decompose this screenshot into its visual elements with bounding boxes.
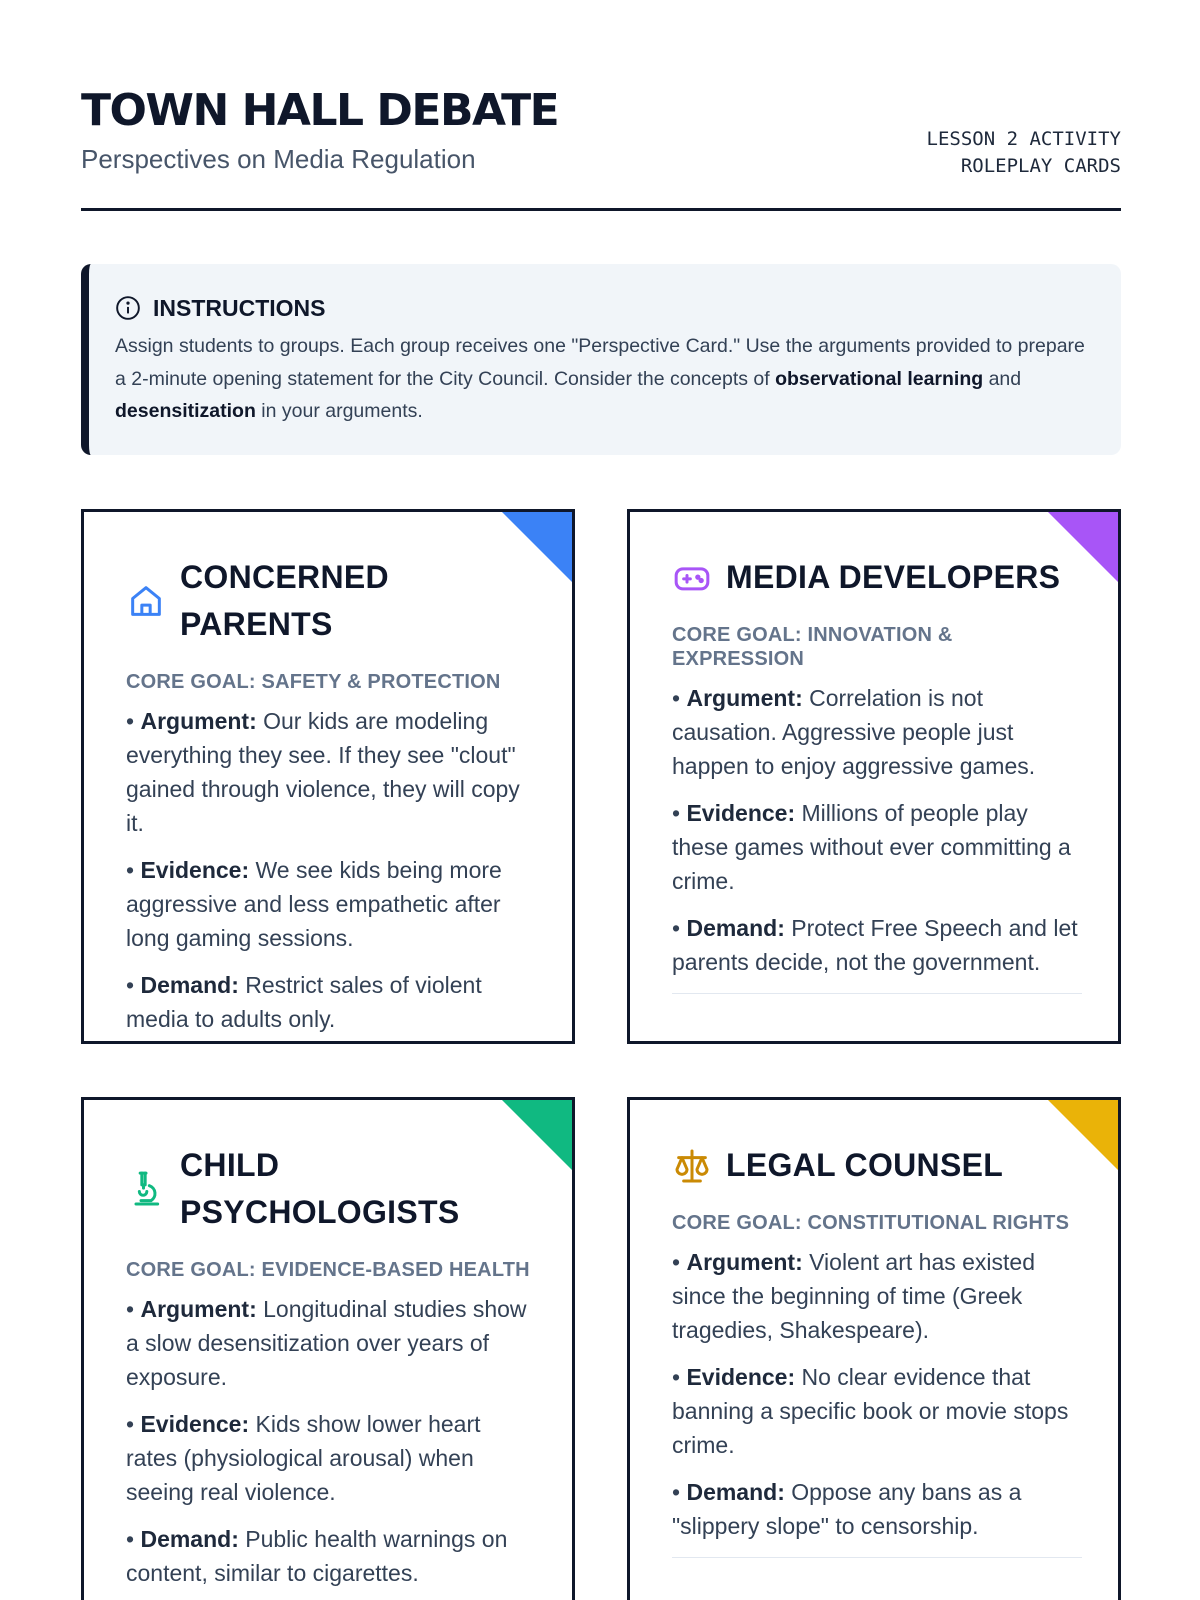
point-text: Public health warnings on content, similar to cigarettes. bbox=[126, 1526, 508, 1586]
term-observational-learning: observational learning bbox=[775, 367, 984, 390]
point-label: Argument: bbox=[686, 685, 803, 711]
point-text: No clear evidence that banning a specific book or movie stops crime. bbox=[672, 1364, 1069, 1458]
card-point-argument: • Argument: Longitudinal studies show a slow desensitization over years of exposure. bbox=[126, 1296, 527, 1390]
point-label: Evidence: bbox=[140, 857, 250, 883]
card-point-evidence: • Evidence: Millions of people play these games without ever committing a crime. bbox=[672, 800, 1071, 894]
point-label: Argument: bbox=[140, 708, 257, 734]
point-label: Demand: bbox=[686, 1479, 785, 1505]
info-circle-icon bbox=[115, 295, 141, 321]
gamepad-icon bbox=[672, 558, 712, 598]
card-point-demand: • Demand: Protect Free Speech and let parents decide, not the government. bbox=[672, 915, 1078, 975]
point-text: Longitudinal studies show a slow desensitization over years of exposure. bbox=[126, 1296, 527, 1390]
point-text: Violent art has existed since the beginning of time (Greek tragedies, Shakespeare). bbox=[672, 1249, 1036, 1343]
card-point-demand: • Demand: Restrict sales of violent media to adults only. bbox=[126, 972, 482, 1032]
point-text: Millions of people play these games without ever committing a crime. bbox=[672, 800, 1071, 894]
card-title: LEGAL COUNSEL bbox=[726, 1147, 1004, 1183]
point-text: We see kids being more aggressive and less empathetic after long gaming sessions. bbox=[126, 857, 502, 951]
card-point-evidence: • Evidence: We see kids being more aggressive and less empathetic after long gaming sessions. bbox=[126, 857, 502, 951]
card-concerned-parents bbox=[81, 509, 575, 1044]
point-text: Our kids are modeling everything they see. If they see "clout" gained through violence, they will copy it. bbox=[126, 708, 520, 836]
card-child-psychologists bbox=[81, 1097, 575, 1600]
point-label: Demand: bbox=[140, 1526, 239, 1552]
card-media-developers bbox=[627, 509, 1121, 1044]
page-header bbox=[81, 84, 1121, 211]
card-point-argument: • Argument: Correlation is not causation. Aggressive people just happen to enjoy aggressive games. bbox=[672, 685, 1036, 779]
card-point-evidence: • Evidence: No clear evidence that banning a specific book or movie stops crime. bbox=[672, 1364, 1069, 1458]
card-type-label: ROLEPLAY CARDS bbox=[960, 155, 1121, 177]
instructions-text bbox=[115, 330, 1087, 428]
page-subtitle: Perspectives on Media Regulation bbox=[81, 144, 476, 174]
card-point-argument: • Argument: Violent art has existed since the beginning of time (Greek tragedies, Shakespeare). bbox=[672, 1249, 1036, 1343]
card-point-evidence: • Evidence: Kids show lower heart rates (physiological arousal) when seeing real violence. bbox=[126, 1411, 481, 1505]
lesson-label: LESSON 2 ACTIVITY bbox=[926, 128, 1121, 150]
lesson-meta bbox=[927, 126, 1121, 180]
card-divider bbox=[672, 1557, 1082, 1558]
point-label: Argument: bbox=[140, 1296, 257, 1322]
card-divider bbox=[672, 993, 1082, 994]
point-label: Argument: bbox=[686, 1249, 803, 1275]
card-title: MEDIA DEVELOPERS bbox=[726, 559, 1061, 595]
card-point-argument: • Argument: Our kids are modeling everything they see. If they see "clout" gained through violence, they will copy it. bbox=[126, 708, 520, 836]
microscope-icon bbox=[126, 1169, 166, 1209]
instructions-text-part: and bbox=[983, 367, 1022, 390]
house-icon bbox=[126, 581, 166, 621]
card-goal: CORE GOAL: EVIDENCE-BASED HEALTH bbox=[126, 1259, 530, 1281]
instructions-header bbox=[115, 292, 1087, 324]
card-title: CONCERNED PARENTS bbox=[180, 559, 389, 642]
point-label: Demand: bbox=[140, 972, 239, 998]
card-goal: CORE GOAL: SAFETY & PROTECTION bbox=[126, 671, 501, 693]
point-text: Protect Free Speech and let parents decide, not the government. bbox=[672, 915, 1078, 975]
point-label: Evidence: bbox=[140, 1411, 250, 1437]
term-desensitization: desensitization bbox=[115, 400, 256, 422]
card-goal: CORE GOAL: CONSTITUTIONAL RIGHTS bbox=[672, 1212, 1070, 1234]
point-label: Evidence: bbox=[686, 800, 796, 826]
point-text: Kids show lower heart rates (physiological arousal) when seeing real violence. bbox=[126, 1411, 481, 1505]
point-text: Correlation is not causation. Aggressive people just happen to enjoy aggressive games. bbox=[672, 685, 1036, 779]
instructions-panel bbox=[81, 264, 1121, 455]
page-title: TOWN HALL DEBATE bbox=[81, 85, 559, 136]
point-text: Restrict sales of violent media to adults only. bbox=[126, 972, 482, 1032]
card-title: CHILD PSYCHOLOGISTS bbox=[180, 1147, 460, 1230]
scale-icon bbox=[672, 1146, 712, 1186]
point-label: Demand: bbox=[686, 915, 785, 941]
instructions-text-part: Assign students to groups. Each group receives one "Perspective Card." Use the arguments provided to prepare a 2-minute opening statement for the City Council. Consider the concepts of bbox=[115, 335, 1085, 390]
instructions-title: INSTRUCTIONS bbox=[153, 294, 326, 321]
point-label: Evidence: bbox=[686, 1364, 796, 1390]
instructions-text-part: in your arguments. bbox=[255, 400, 423, 422]
card-goal: CORE GOAL: INNOVATION & EXPRESSION bbox=[672, 624, 953, 670]
card-point-demand: • Demand: Public health warnings on content, similar to cigarettes. bbox=[126, 1526, 508, 1586]
card-legal-counsel bbox=[627, 1097, 1121, 1600]
card-point-demand: • Demand: Oppose any bans as a "slippery slope" to censorship. bbox=[672, 1479, 1022, 1539]
point-text: Oppose any bans as a "slippery slope" to censorship. bbox=[672, 1479, 1022, 1539]
